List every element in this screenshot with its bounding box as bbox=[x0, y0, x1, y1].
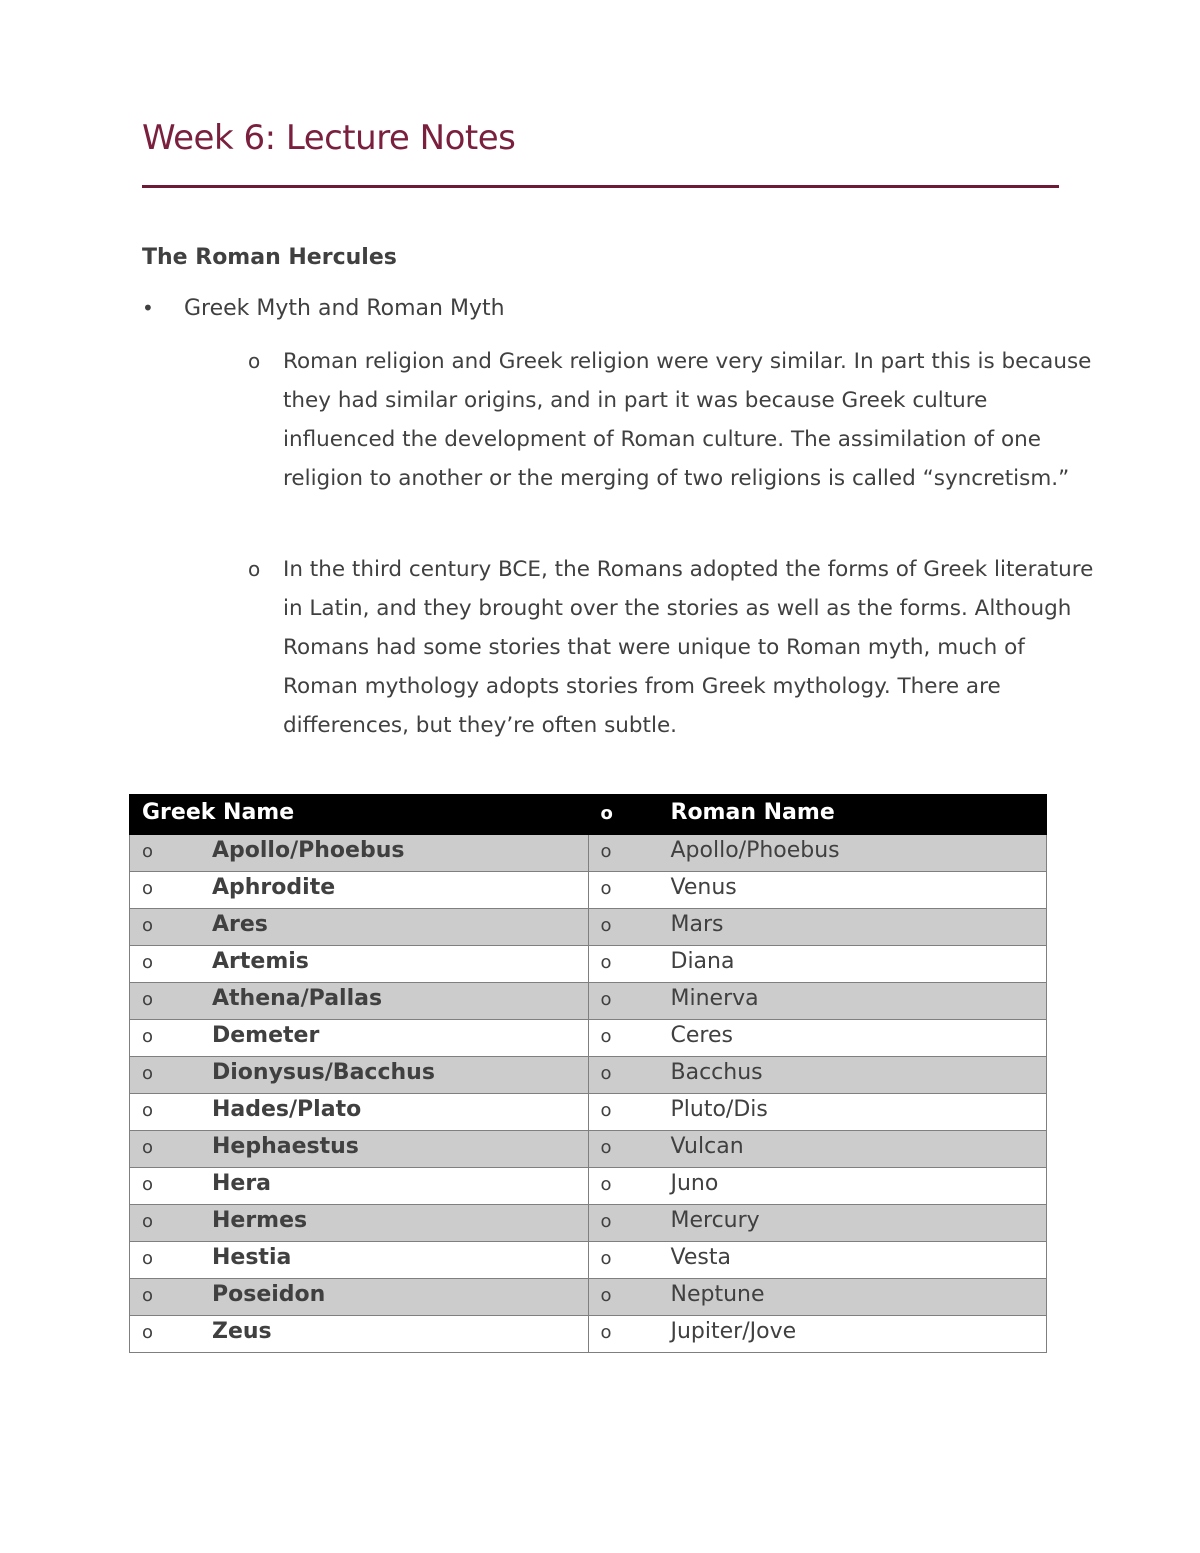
table-cell-roman bbox=[588, 1094, 1047, 1131]
table-cell-roman bbox=[588, 1242, 1047, 1279]
header-greek-label: Greek Name bbox=[142, 799, 295, 825]
table-cell-roman bbox=[588, 1057, 1047, 1094]
table-cell-greek bbox=[130, 1057, 589, 1094]
table-cell-roman bbox=[588, 909, 1047, 946]
table-cell-roman bbox=[588, 1131, 1047, 1168]
table-cell-greek bbox=[130, 1316, 589, 1353]
row-marker: o bbox=[600, 841, 612, 862]
row-marker: o bbox=[142, 1248, 154, 1269]
table-row bbox=[130, 946, 1047, 983]
roman-name: Minerva bbox=[670, 986, 759, 1011]
greek-name: Demeter bbox=[212, 1023, 320, 1048]
section-heading: The Roman Hercules bbox=[142, 245, 397, 270]
table-cell-roman bbox=[588, 1279, 1047, 1316]
table-cell-greek bbox=[130, 946, 589, 983]
sub-bullet-item bbox=[248, 550, 1098, 745]
header-marker: o bbox=[600, 802, 613, 824]
row-marker: o bbox=[142, 841, 154, 862]
greek-name: Aphrodite bbox=[212, 875, 336, 900]
roman-name: Venus bbox=[670, 875, 737, 900]
table-cell-roman bbox=[588, 946, 1047, 983]
roman-name: Vesta bbox=[670, 1245, 731, 1270]
row-marker: o bbox=[600, 1100, 612, 1121]
greek-name: Hermes bbox=[212, 1208, 308, 1233]
table-row bbox=[130, 1094, 1047, 1131]
table-cell-roman bbox=[588, 1205, 1047, 1242]
roman-name: Neptune bbox=[670, 1282, 765, 1307]
header-roman-label: Roman Name bbox=[670, 799, 835, 825]
greek-name: Hestia bbox=[212, 1245, 292, 1270]
gods-name-table bbox=[129, 794, 1047, 1353]
row-marker: o bbox=[600, 952, 612, 973]
sub-bullet-item bbox=[248, 342, 1098, 498]
table-cell-greek bbox=[130, 1279, 589, 1316]
table-row bbox=[130, 1131, 1047, 1168]
row-marker: o bbox=[142, 1063, 154, 1084]
row-marker: o bbox=[142, 915, 154, 936]
roman-name: Mercury bbox=[670, 1208, 760, 1233]
row-marker: o bbox=[600, 1137, 612, 1158]
roman-name: Pluto/Dis bbox=[670, 1097, 768, 1122]
row-marker: o bbox=[142, 878, 154, 899]
row-marker: o bbox=[600, 1026, 612, 1047]
row-marker: o bbox=[142, 1211, 154, 1232]
table-cell-greek bbox=[130, 983, 589, 1020]
greek-name: Athena/Pallas bbox=[212, 986, 383, 1011]
row-marker: o bbox=[600, 1285, 612, 1306]
table-row bbox=[130, 1020, 1047, 1057]
roman-name: Bacchus bbox=[670, 1060, 763, 1085]
table-row bbox=[130, 909, 1047, 946]
header-cell-greek bbox=[130, 795, 589, 835]
table-header-row bbox=[130, 795, 1047, 835]
table-row bbox=[130, 1242, 1047, 1279]
table-cell-greek bbox=[130, 1205, 589, 1242]
greek-name: Artemis bbox=[212, 949, 309, 974]
bullet-marker: • bbox=[142, 296, 154, 320]
row-marker: o bbox=[142, 1322, 154, 1343]
table-row bbox=[130, 835, 1047, 872]
row-marker: o bbox=[142, 1137, 154, 1158]
table-cell-greek bbox=[130, 872, 589, 909]
bullet-label: Greek Myth and Roman Myth bbox=[184, 296, 505, 321]
row-marker: o bbox=[600, 915, 612, 936]
greek-name: Hades/Plato bbox=[212, 1097, 362, 1122]
table-cell-roman bbox=[588, 1168, 1047, 1205]
row-marker: o bbox=[142, 989, 154, 1010]
roman-name: Jupiter/Jove bbox=[670, 1319, 797, 1344]
table-cell-greek bbox=[130, 1168, 589, 1205]
table-cell-roman bbox=[588, 872, 1047, 909]
table-cell-roman bbox=[588, 835, 1047, 872]
sub-bullet-text: Roman religion and Greek religion were very similar. In part this is because they had similar origins, and in part it was because Greek culture influenced the development of Roman culture. The assimilation of one religion to another or the merging of two religions is called “syncretism.” bbox=[283, 349, 1092, 491]
row-marker: o bbox=[142, 952, 154, 973]
row-marker: o bbox=[600, 1248, 612, 1269]
row-marker: o bbox=[600, 1174, 612, 1195]
greek-name: Hera bbox=[212, 1171, 272, 1196]
row-marker: o bbox=[142, 1285, 154, 1306]
table-cell-greek bbox=[130, 835, 589, 872]
greek-name: Dionysus/Bacchus bbox=[212, 1060, 435, 1085]
sub-bullet-text: In the third century BCE, the Romans adopted the forms of Greek literature in Latin, and they brought over the stories as well as the forms. Although Romans had some stories that were unique to Roman myth, much of Roman mythology adopts stories from Greek mythology. There are differences, but they’re often subtle. bbox=[283, 557, 1094, 738]
greek-name: Zeus bbox=[212, 1319, 272, 1344]
table-row bbox=[130, 1279, 1047, 1316]
greek-name: Apollo/Phoebus bbox=[212, 838, 405, 863]
row-marker: o bbox=[600, 989, 612, 1010]
title-rule bbox=[142, 185, 1059, 188]
row-marker: o bbox=[142, 1174, 154, 1195]
row-marker: o bbox=[600, 878, 612, 899]
table-row bbox=[130, 1168, 1047, 1205]
roman-name: Juno bbox=[670, 1171, 719, 1196]
table-cell-greek bbox=[130, 1242, 589, 1279]
table-row bbox=[130, 983, 1047, 1020]
roman-name: Vulcan bbox=[670, 1134, 744, 1159]
table-cell-roman bbox=[588, 1316, 1047, 1353]
table-cell-greek bbox=[130, 1094, 589, 1131]
greek-name: Poseidon bbox=[212, 1282, 326, 1307]
table-cell-greek bbox=[130, 1131, 589, 1168]
header-cell-roman bbox=[588, 795, 1047, 835]
table-row bbox=[130, 872, 1047, 909]
roman-name: Diana bbox=[670, 949, 735, 974]
row-marker: o bbox=[600, 1211, 612, 1232]
row-marker: o bbox=[142, 1100, 154, 1121]
table-row bbox=[130, 1205, 1047, 1242]
table-cell-roman bbox=[588, 1020, 1047, 1057]
row-marker: o bbox=[600, 1063, 612, 1084]
table-cell-greek bbox=[130, 1020, 589, 1057]
page-title: Week 6: Lecture Notes bbox=[142, 118, 516, 158]
row-marker: o bbox=[600, 1322, 612, 1343]
roman-name: Apollo/Phoebus bbox=[670, 838, 840, 863]
sub-bullet-marker: o bbox=[248, 557, 261, 581]
greek-name: Hephaestus bbox=[212, 1134, 359, 1159]
table-cell-roman bbox=[588, 983, 1047, 1020]
table-row bbox=[130, 1057, 1047, 1094]
greek-name: Ares bbox=[212, 912, 268, 937]
sub-bullet-marker: o bbox=[248, 349, 261, 373]
table-cell-greek bbox=[130, 909, 589, 946]
table-row bbox=[130, 1316, 1047, 1353]
roman-name: Mars bbox=[670, 912, 724, 937]
table-body bbox=[130, 835, 1047, 1353]
row-marker: o bbox=[142, 1026, 154, 1047]
roman-name: Ceres bbox=[670, 1023, 733, 1048]
